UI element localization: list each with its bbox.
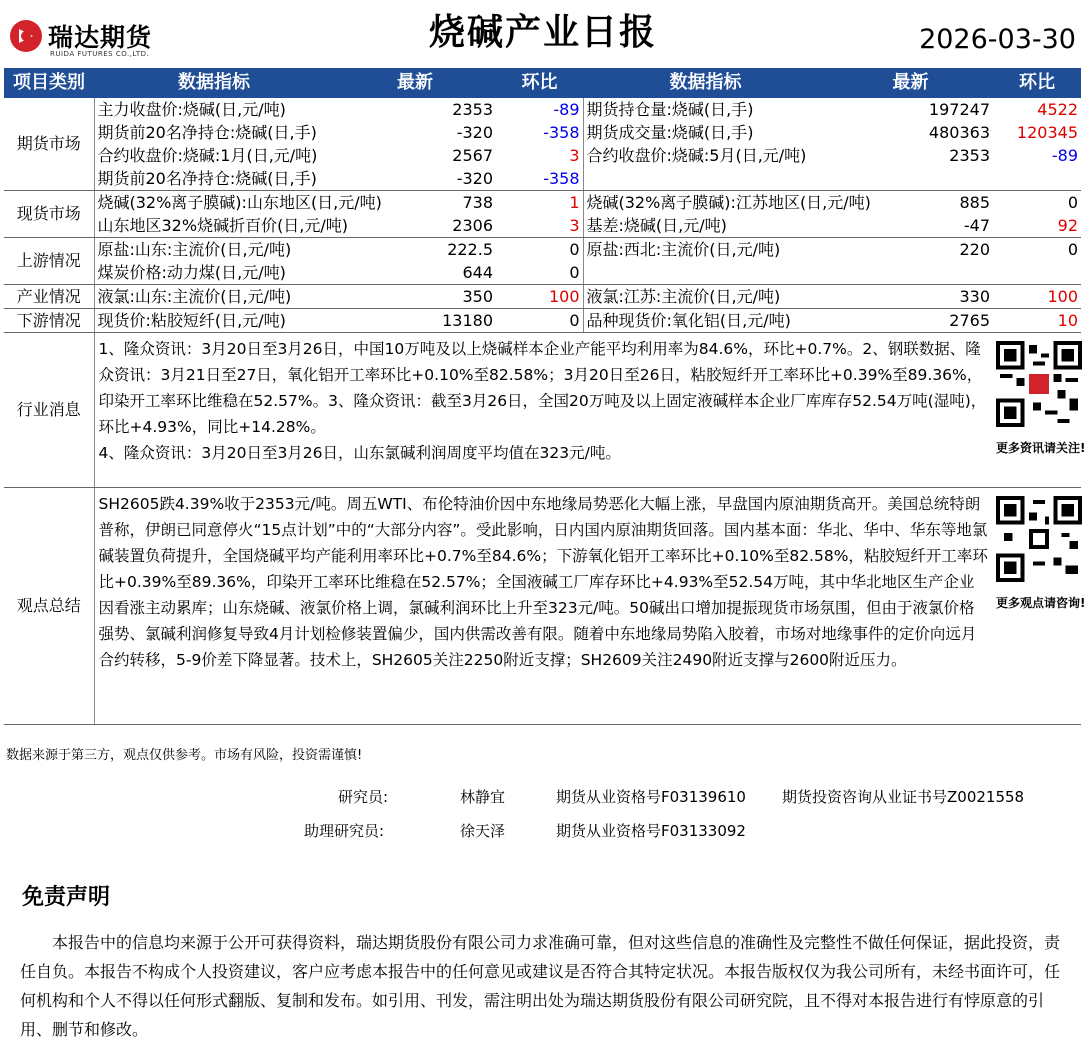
col-header-latest-left: 最新 xyxy=(334,68,496,98)
indicator-left: 煤炭价格:动力煤(日,元/吨) xyxy=(94,261,334,285)
change-right: 10 xyxy=(993,309,1081,333)
table-header-row xyxy=(4,68,1081,98)
researcher-cert-2: 期货从业资格号F03133092 xyxy=(556,822,746,840)
change-left: 0 xyxy=(496,238,583,262)
wechat-qr-code-icon xyxy=(996,496,1082,582)
table-row xyxy=(4,261,1081,285)
indicator-left: 期货前20名净持仓:烧碱(日,手) xyxy=(94,167,334,191)
category-cell: 现货市场 xyxy=(4,191,94,238)
table-row xyxy=(4,98,1081,121)
table-row xyxy=(4,214,1081,238)
latest-left: -320 xyxy=(334,167,496,191)
indicator-right: 期货成交量:烧碱(日,手) xyxy=(586,122,754,142)
change-left: -358 xyxy=(496,167,583,191)
indicator-left: 液氯:山东:主流价(日,元/吨) xyxy=(94,285,334,309)
change-right xyxy=(993,167,1081,191)
page-title: 烧碱产业日报 xyxy=(428,12,657,53)
latest-right: 330 xyxy=(828,285,993,309)
view-summary-row xyxy=(4,488,1081,725)
col-header-latest-right: 最新 xyxy=(828,68,993,98)
indicator-right: 基差:烧碱(日,元/吨) xyxy=(583,214,828,238)
researcher-cert-1: 期货从业资格号F03139610 xyxy=(556,788,746,806)
indicator-right: 合约收盘价:烧碱:5月(日,元/吨) xyxy=(586,145,807,165)
latest-right xyxy=(828,167,993,191)
news-qr-cell xyxy=(993,333,1086,488)
data-table xyxy=(4,68,1086,725)
indicator-right: 液氯:江苏:主流价(日,元/吨) xyxy=(583,285,828,309)
report-date: 2026-03-30 xyxy=(919,24,1076,55)
col-header-indicator-right: 数据指标 xyxy=(583,68,828,98)
latest-left: 13180 xyxy=(334,309,496,333)
table-row xyxy=(4,167,1081,191)
indicator-right: 烧碱(32%离子膜碱):江苏地区(日,元/吨) xyxy=(586,192,871,212)
change-right: 92 xyxy=(993,214,1081,238)
indicator-left: 主力收盘价:烧碱(日,元/吨) xyxy=(97,99,286,119)
change-right: 120345 xyxy=(1016,122,1078,142)
col-header-category: 项目类别 xyxy=(4,68,94,98)
summary-qr-caption: 更多观点请咨询! xyxy=(996,596,1086,610)
latest-left: 644 xyxy=(334,261,496,285)
indicator-right: 原盐:西北:主流价(日,元/吨) xyxy=(586,239,781,259)
category-cell: 下游情况 xyxy=(4,309,94,333)
industry-news-p1: 1、隆众资讯：3月20日至3月26日，中国10万吨及以上烧碱样本企业产能平均利用率为84.6%，环比+0.7%。2、钢联数据、隆众资讯：3月21日至27日，氧化铝开工率环比+0.10%至82.58%；3月20日至26日，粘胶短纤开工率环比+0.39%至89.36%，印染开工率环比维稳在52.57%。3、隆众资讯：截至3月26日，全国20万吨及以上固定液碱样本企业厂库库存52.54万吨(湿吨)，环比+4.93%，同比+14.28%。 xyxy=(98,340,987,436)
disclaimer-text: 本报告中的信息均来源于公开可获得资料，瑞达期货股份有限公司力求准确可靠，但对这些信息的准确性及完整性不做任何保证，据此投资，责任自负。本报告不构成个人投资建议，客户应考虑本报告中的任何意见或建议是否符合其特定状况。本报告版权仅为我公司所有，未经书面许可，任何机构和个人不得以任何形式翻版、复制和发布。如引用、刊发，需注明出处为瑞达期货股份有限公司研究院，且不得对本报告进行有悖原意的引用、删节和修改。 xyxy=(20,933,1061,1039)
category-cell: 产业情况 xyxy=(4,285,94,309)
change-left: 0 xyxy=(496,261,583,285)
table-row xyxy=(4,144,1081,167)
indicator-left: 期货前20名净持仓:烧碱(日,手) xyxy=(97,122,317,142)
change-left: 0 xyxy=(496,309,583,333)
table-row xyxy=(4,285,1081,309)
view-summary-text: SH2605跌4.39%收于2353元/吨。周五WTI、布伦特油价因中东地缘局势恶化大幅上涨，早盘国内原油期货高开。美国总统特朗普称，伊朗已同意停火“15点计划”中的“大部分内容”。受此影响，日内国内原油期货回落。国内基本面：华北、华中、华东等地氯碱装置负荷提升，全国烧碱平均产能利用率环比+0.7%至84.6%；下游氧化铝开工率环比+0.10%至82.58%，粘胶短纤开工率环比+0.39%至89.36%，印染开工率环比维稳在52.57%；全国液碱工厂库存环比+4.93%至52.54万吨，其中华北地区生产企业因看涨主动累库；山东烧碱、液氯价格上调，氯碱利润环比上升至323元/吨。50碱出口增加提振现货市场氛围，但由于液氯价格强势、氯碱利润修复导致4月计划检修装置偏少，国内供需改善有限。随着中东地缘局势陷入胶着，市场对地缘事件的定价向远月合约转移，5-9价差下降显著。技术上，SH2605关注2250附近支撑；SH2609关注2490附近支撑与2600附近压力。 xyxy=(98,495,988,669)
news-qr-caption: 更多资讯请关注! xyxy=(996,441,1086,455)
table-row xyxy=(4,309,1081,333)
indicator-left: 合约收盘价:烧碱:1月(日,元/吨) xyxy=(97,145,318,165)
latest-right: -47 xyxy=(828,214,993,238)
latest-left: 350 xyxy=(334,285,496,309)
change-left: -358 xyxy=(496,121,583,144)
indicator-right: 品种现货价:氧化铝(日,元/吨) xyxy=(583,309,828,333)
col-header-indicator-left: 数据指标 xyxy=(94,68,334,98)
category-cell: 上游情况 xyxy=(4,238,94,285)
change-left: 1 xyxy=(496,191,583,215)
latest-left: -320 xyxy=(456,122,493,142)
latest-right: 480363 xyxy=(928,122,990,142)
change-right: 0 xyxy=(1067,192,1078,212)
change-left: 100 xyxy=(496,285,583,309)
change-right xyxy=(993,261,1081,285)
latest-right: 2353 xyxy=(949,145,990,165)
table-row xyxy=(4,191,1081,215)
latest-right: 2765 xyxy=(828,309,993,333)
latest-right: 220 xyxy=(959,239,990,259)
table-row xyxy=(4,121,1081,144)
researcher-name-1: 林静宜 xyxy=(460,788,506,806)
change-right: 4522 xyxy=(1037,99,1078,119)
researcher-consult-cert-1: 期货投资咨询从业证书号Z0021558 xyxy=(782,788,1025,806)
change-right: 0 xyxy=(1067,239,1078,259)
researcher-role-1: 研究员: xyxy=(338,788,389,806)
summary-qr-cell xyxy=(993,488,1086,725)
latest-right xyxy=(828,261,993,285)
indicator-left: 原盐:山东:主流价(日,元/吨) xyxy=(97,239,292,259)
latest-right: 197247 xyxy=(928,99,990,119)
indicator-left: 现货价:粘胶短纤(日,元/吨) xyxy=(94,309,334,333)
table-row xyxy=(4,238,1081,262)
qr-code-icon xyxy=(996,341,1082,427)
change-left: 3 xyxy=(496,144,583,167)
change-right: -89 xyxy=(1051,145,1078,165)
indicator-left: 烧碱(32%离子膜碱):山东地区(日,元/吨) xyxy=(97,192,382,212)
logo-english-name: RUIDA FUTURES CO.,LTD. xyxy=(50,50,150,58)
category-cell: 期货市场 xyxy=(4,98,94,191)
latest-left: 738 xyxy=(462,192,493,212)
view-summary-label: 观点总结 xyxy=(4,488,94,725)
col-header-change-right: 环比 xyxy=(993,68,1081,98)
latest-left: 2306 xyxy=(334,214,496,238)
researcher-name-2: 徐天泽 xyxy=(460,822,506,840)
indicator-right xyxy=(583,261,828,285)
change-right: 100 xyxy=(993,285,1081,309)
report-header xyxy=(0,0,1086,66)
indicator-left: 山东地区32%烧碱折百价(日,元/吨) xyxy=(94,214,334,238)
disclaimer-title: 免责声明 xyxy=(22,885,111,910)
col-header-change-left: 环比 xyxy=(496,68,583,98)
indicator-right xyxy=(583,167,828,191)
latest-right: 885 xyxy=(959,192,990,212)
researcher-role-2: 助理研究员: xyxy=(304,822,385,840)
industry-news-p2: 4、隆众资讯：3月20日至3月26日，山东氯碱利润周度平均值在323元/吨。 xyxy=(98,444,621,462)
logo-chinese-name: 瑞达期货 xyxy=(48,23,153,52)
latest-left: 222.5 xyxy=(447,239,493,259)
view-summary-content xyxy=(94,488,993,725)
indicator-right: 期货持仓量:烧碱(日,手) xyxy=(586,99,754,119)
source-note: 数据来源于第三方，观点仅供参考。市场有风险，投资需谨慎! xyxy=(6,748,363,763)
latest-left: 2353 xyxy=(452,99,493,119)
change-left: -89 xyxy=(496,98,583,121)
industry-news-row xyxy=(4,333,1081,488)
industry-news-label: 行业消息 xyxy=(4,333,94,488)
industry-news-content xyxy=(94,333,993,488)
latest-left: 2567 xyxy=(452,145,493,165)
change-left: 3 xyxy=(496,214,583,238)
